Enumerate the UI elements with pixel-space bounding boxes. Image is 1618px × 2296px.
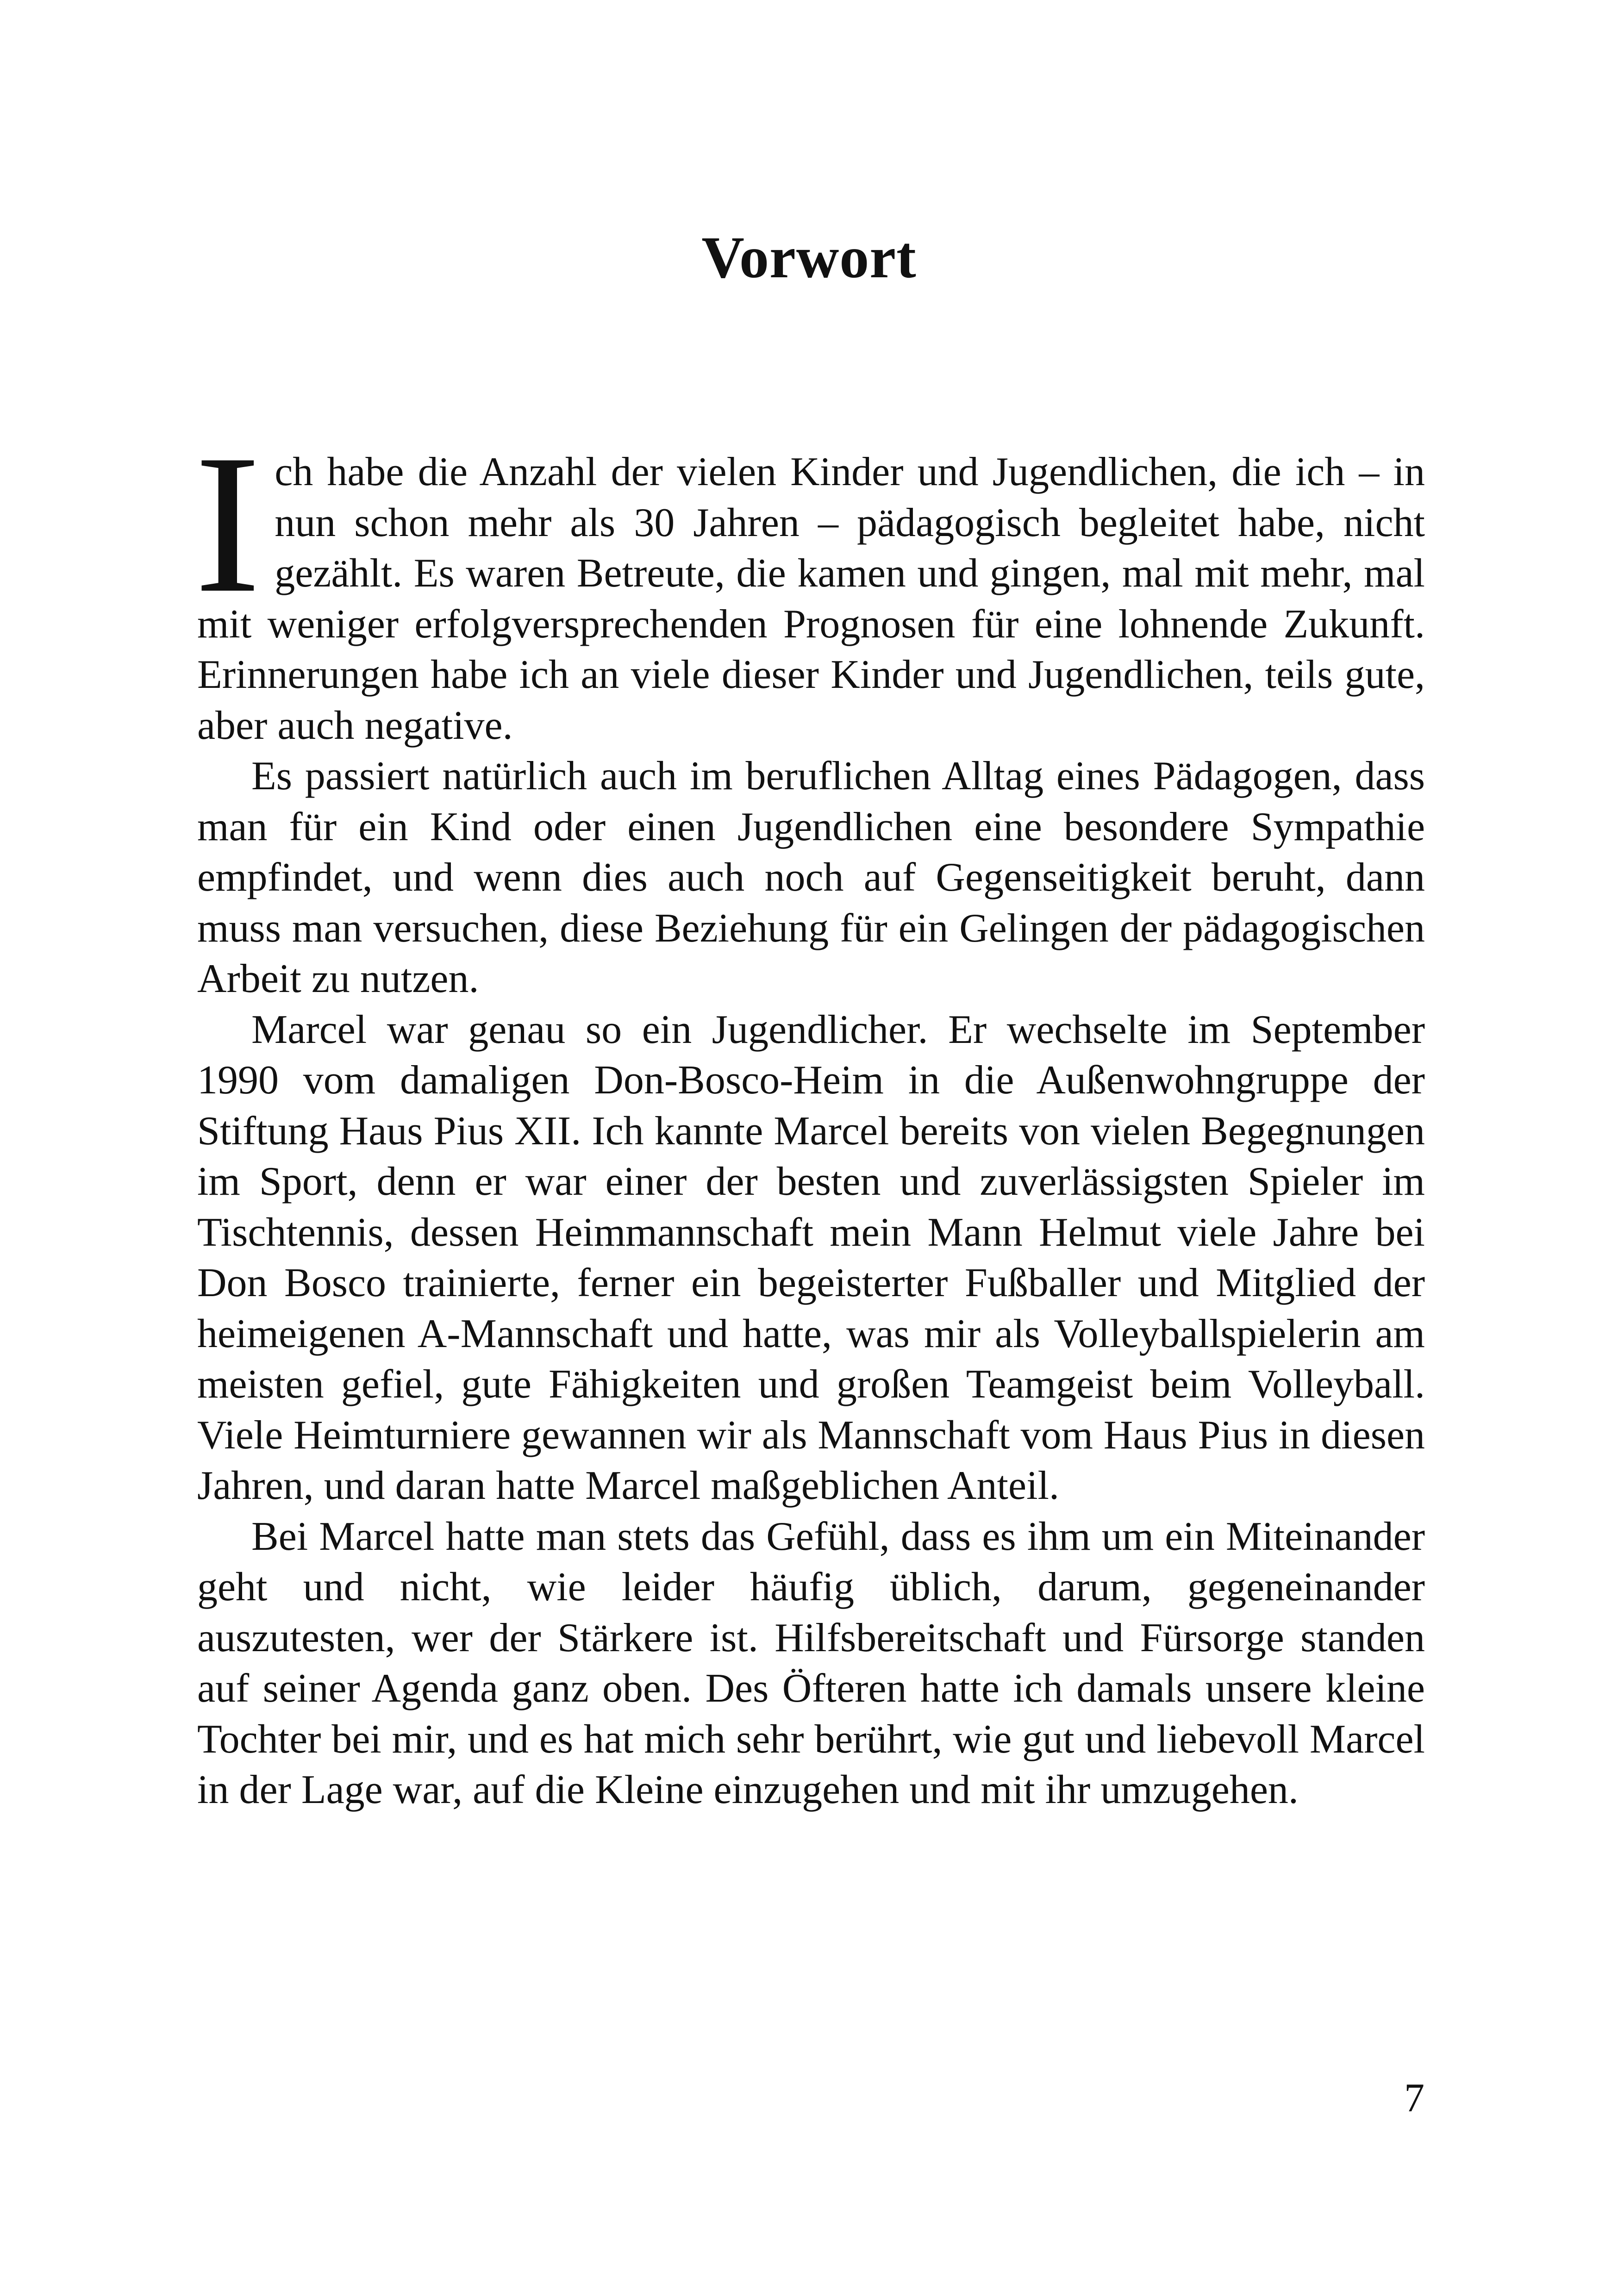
page-title: Vorwort	[701, 225, 917, 290]
body-text	[194, 414, 1425, 1816]
paragraph-2: Es passiert natürlich auch im beruflichen Alltag eines Pädagogen, dass man für ein Kind oder einen Jugendlichen eine besondere Sympathie empfindet, und wenn dies auch noch auf Gegenseitigkeit beruht, dann muss man versuchen, diese Beziehung für ein Gelingen der pädagogischen Arbeit zu nutzen.	[197, 754, 1425, 1001]
paragraph-3: Marcel war genau so ein Jugendlicher. Er wechselte im September 1990 vom damaligen Don-Bosco-Heim in die Außenwohngruppe der Stiftung Haus Pius XII. Ich kannte Marcel bereits von vielen Begegnungen im Sport, denn er war einer der besten und zuverlässigsten Spieler im Tischtennis, dessen Heimmannschaft mein Mann Helmut viele Jahre bei Don Bosco trainierte, ferner ein begeisterter Fußballer und Mitglied der heimeigenen A-Mannschaft und hatte, was mir als Volleyballspielerin am meisten gefiel, gute Fähigkeiten und großen Teamgeist beim Volleyball. Viele Heimturniere gewannen wir als Mannschaft vom Haus Pius in diesen Jahren, und daran hatte Marcel maßgeblichen Anteil.	[197, 1007, 1425, 1508]
paragraph-1	[194, 414, 1425, 751]
paragraph-1-text: ch habe die Anzahl der vielen Kinder und Jugendlichen, die ich – in nun schon mehr als 30 Jahren – pädagogisch begleitet habe, nicht gezählt. Es waren Betreute, die kamen und gingen, mal mit mehr, mal mit weniger erfolgversprechenden Prognosen für eine lohnende Zukunft. Erinnerungen habe ich an viele dieser Kinder und Jugendlichen, teils gute, aber auch negative.	[197, 449, 1425, 748]
drop-cap: I	[194, 414, 261, 634]
paragraph-4: Bei Marcel hatte man stets das Gefühl, dass es ihm um ein Miteinander geht und nicht, wie leider häufig üblich, darum, gegeneinander auszutesten, wer der Stärkere ist. Hilfsbereitschaft und Fürsorge standen auf seiner Agenda ganz oben. Des Öfteren hatte ich damals unsere kleine Tochter bei mir, und es hat mich sehr berührt, wie gut und liebevoll Marcel in der Lage war, auf die Kleine einzugehen und mit ihr umzugehen.	[197, 1514, 1425, 1812]
page-number: 7	[1404, 2076, 1424, 2121]
